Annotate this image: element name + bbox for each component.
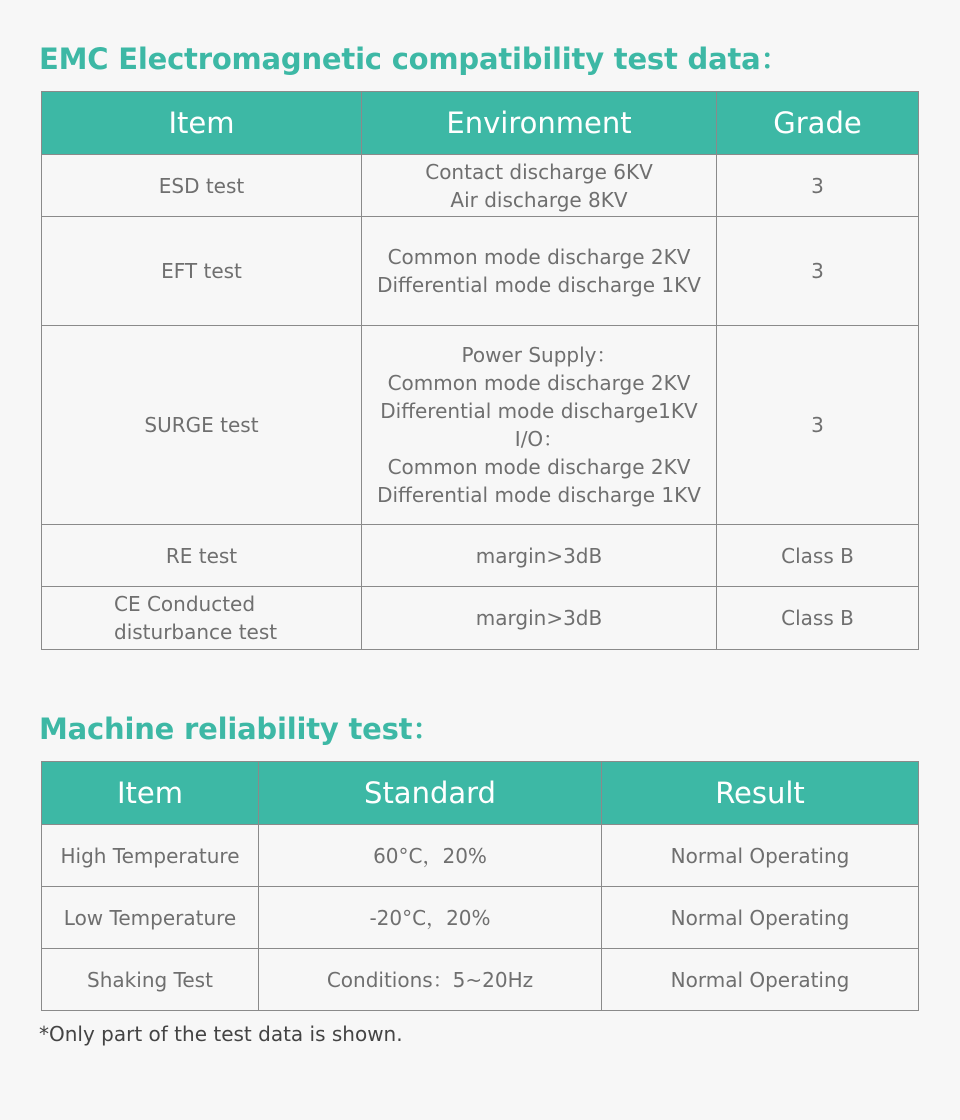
- item-cell: SURGE test: [42, 326, 362, 525]
- reliability-section-title: Machine reliability test：: [39, 712, 442, 746]
- footnote: *Only part of the test data is shown.: [39, 1022, 403, 1046]
- table-row: [42, 887, 919, 949]
- column-header-standard: Standard: [259, 762, 602, 825]
- emc-test-table: [41, 91, 919, 650]
- table-header-row: [42, 762, 919, 825]
- item-cell: High Temperature: [42, 825, 259, 887]
- item-cell: ESD test: [42, 155, 362, 217]
- item-cell: CE Conducted disturbance test: [42, 587, 362, 650]
- grade-cell: 3: [717, 217, 919, 326]
- environment-cell: margin>3dB: [362, 525, 717, 587]
- standard-cell: Conditions：5~20Hz: [259, 949, 602, 1011]
- table-row: [42, 825, 919, 887]
- table-header-row: [42, 92, 919, 155]
- item-cell: RE test: [42, 525, 362, 587]
- environment-cell: Power Supply： Common mode discharge 2KV Differential mode discharge1KV I/O： Common mode discharge 2KV Differential mode discharge 1KV: [362, 326, 717, 525]
- table-row: [42, 155, 919, 217]
- table-row: [42, 587, 919, 650]
- standard-cell: 60°C，20%: [259, 825, 602, 887]
- reliability-test-table: [41, 761, 919, 1011]
- grade-cell: 3: [717, 326, 919, 525]
- grade-cell: 3: [717, 155, 919, 217]
- column-header-item: Item: [42, 92, 362, 155]
- result-cell: Normal Operating: [602, 887, 919, 949]
- standard-cell: -20°C，20%: [259, 887, 602, 949]
- emc-section-title: EMC Electromagnetic compatibility test data：: [39, 42, 790, 76]
- item-cell: Shaking Test: [42, 949, 259, 1011]
- environment-cell: Contact discharge 6KV Air discharge 8KV: [362, 155, 717, 217]
- table-row: [42, 525, 919, 587]
- column-header-item: Item: [42, 762, 259, 825]
- result-cell: Normal Operating: [602, 825, 919, 887]
- environment-cell: Common mode discharge 2KV Differential mode discharge 1KV: [362, 217, 717, 326]
- column-header-result: Result: [602, 762, 919, 825]
- environment-cell: margin>3dB: [362, 587, 717, 650]
- table-row: [42, 326, 919, 525]
- result-cell: Normal Operating: [602, 949, 919, 1011]
- table-row: [42, 949, 919, 1011]
- grade-cell: Class B: [717, 525, 919, 587]
- grade-cell: Class B: [717, 587, 919, 650]
- item-cell: EFT test: [42, 217, 362, 326]
- item-cell: Low Temperature: [42, 887, 259, 949]
- column-header-environment: Environment: [362, 92, 717, 155]
- table-row: [42, 217, 919, 326]
- column-header-grade: Grade: [717, 92, 919, 155]
